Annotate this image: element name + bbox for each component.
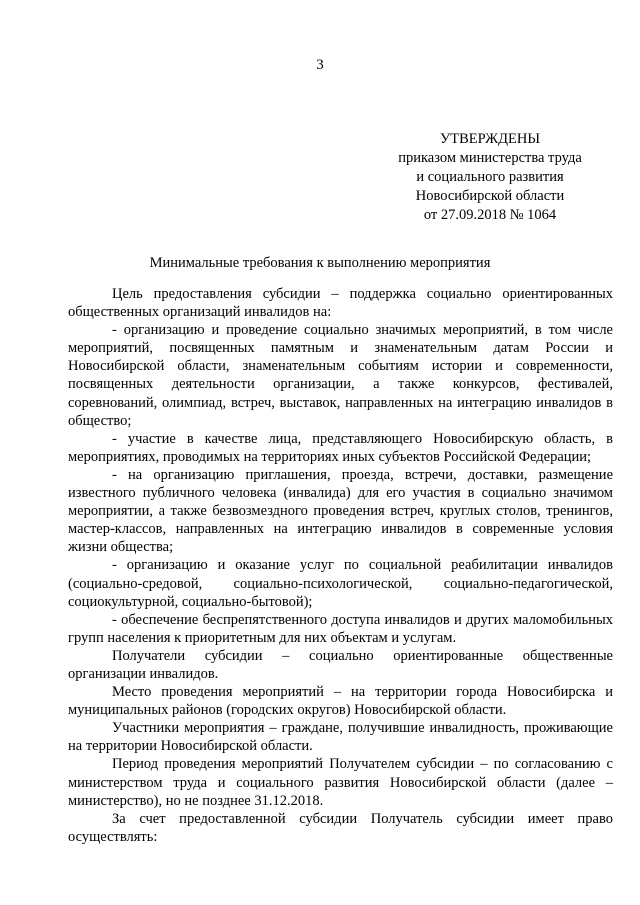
paragraph-period: Период проведения мероприятий Получателем субсидии – по согласованию с министерством труда и социального развития Новосибирской области (далее – министерство), но не позднее 31.12.2018. — [68, 756, 613, 809]
approval-line-3: Новосибирской области — [415, 188, 565, 204]
document-heading: Минимальные требования к выполнению мероприятия — [149, 255, 491, 271]
page-number: 3 — [316, 57, 324, 73]
approval-line-4: от 27.09.2018 № 1064 — [423, 207, 557, 223]
paragraph-goal: Цель предоставления субсидии – поддержка социально ориентированных общественных организаций инвалидов на: — [68, 286, 613, 321]
approval-title: УТВЕРЖДЕНЫ — [439, 131, 541, 147]
document-body — [68, 285, 613, 846]
approval-block — [380, 130, 600, 225]
paragraph-recipients: Получатели субсидии – социально ориентированные общественные организации инвалидов. — [68, 647, 613, 682]
paragraph-item-accessibility: - обеспечение беспрепятственного доступа инвалидов и других маломобильных групп населения к приоритетным для них объектам и услугам. — [68, 611, 613, 646]
paragraph-item-participation: - участие в качестве лица, представляющего Новосибирскую область, в мероприятиях, проводимых на территориях иных субъектов Российской Федерации; — [68, 430, 613, 465]
approval-line-1: приказом министерства труда — [398, 150, 582, 166]
paragraph-item-rehabilitation: - организацию и оказание услуг по социальной реабилитации инвалидов (социально-средовой, социально-психологической, социально-педагогической, социокультурной, социально-бытовой); — [68, 557, 613, 610]
paragraph-item-invitation: - на организацию приглашения, проезда, встречи, доставки, размещение известного публичного человека (инвалида) для его участия в социально значимом мероприятии, а также безвозмездного проведения встреч, круглых столов, тренингов, мастер-классов, направленных на интеграцию инвалидов в современные условия жизни общества; — [68, 466, 613, 556]
paragraph-participants: Участники мероприятия – граждане, получившие инвалидность, проживающие на территории Новосибирской области. — [68, 720, 613, 755]
paragraph-rights: За счет предоставленной субсидии Получатель субсидии имеет право осуществлять: — [68, 810, 613, 845]
paragraph-item-events: - организацию и проведение социально значимых мероприятий, в том числе мероприятий, посвященных памятным и знаменательным датам России и Новосибирской области, знаменательным событиям истории и современности, посвященных деятельности организации, а также конкурсов, фестивалей, соревнований, олимпиад, встреч, выставок, направленных на интеграцию инвалидов в общество; — [68, 322, 613, 429]
approval-line-2: и социального развития — [416, 169, 564, 185]
paragraph-location: Место проведения мероприятий – на территории города Новосибирска и муниципальных районов (городских округов) Новосибирской области. — [68, 684, 613, 719]
